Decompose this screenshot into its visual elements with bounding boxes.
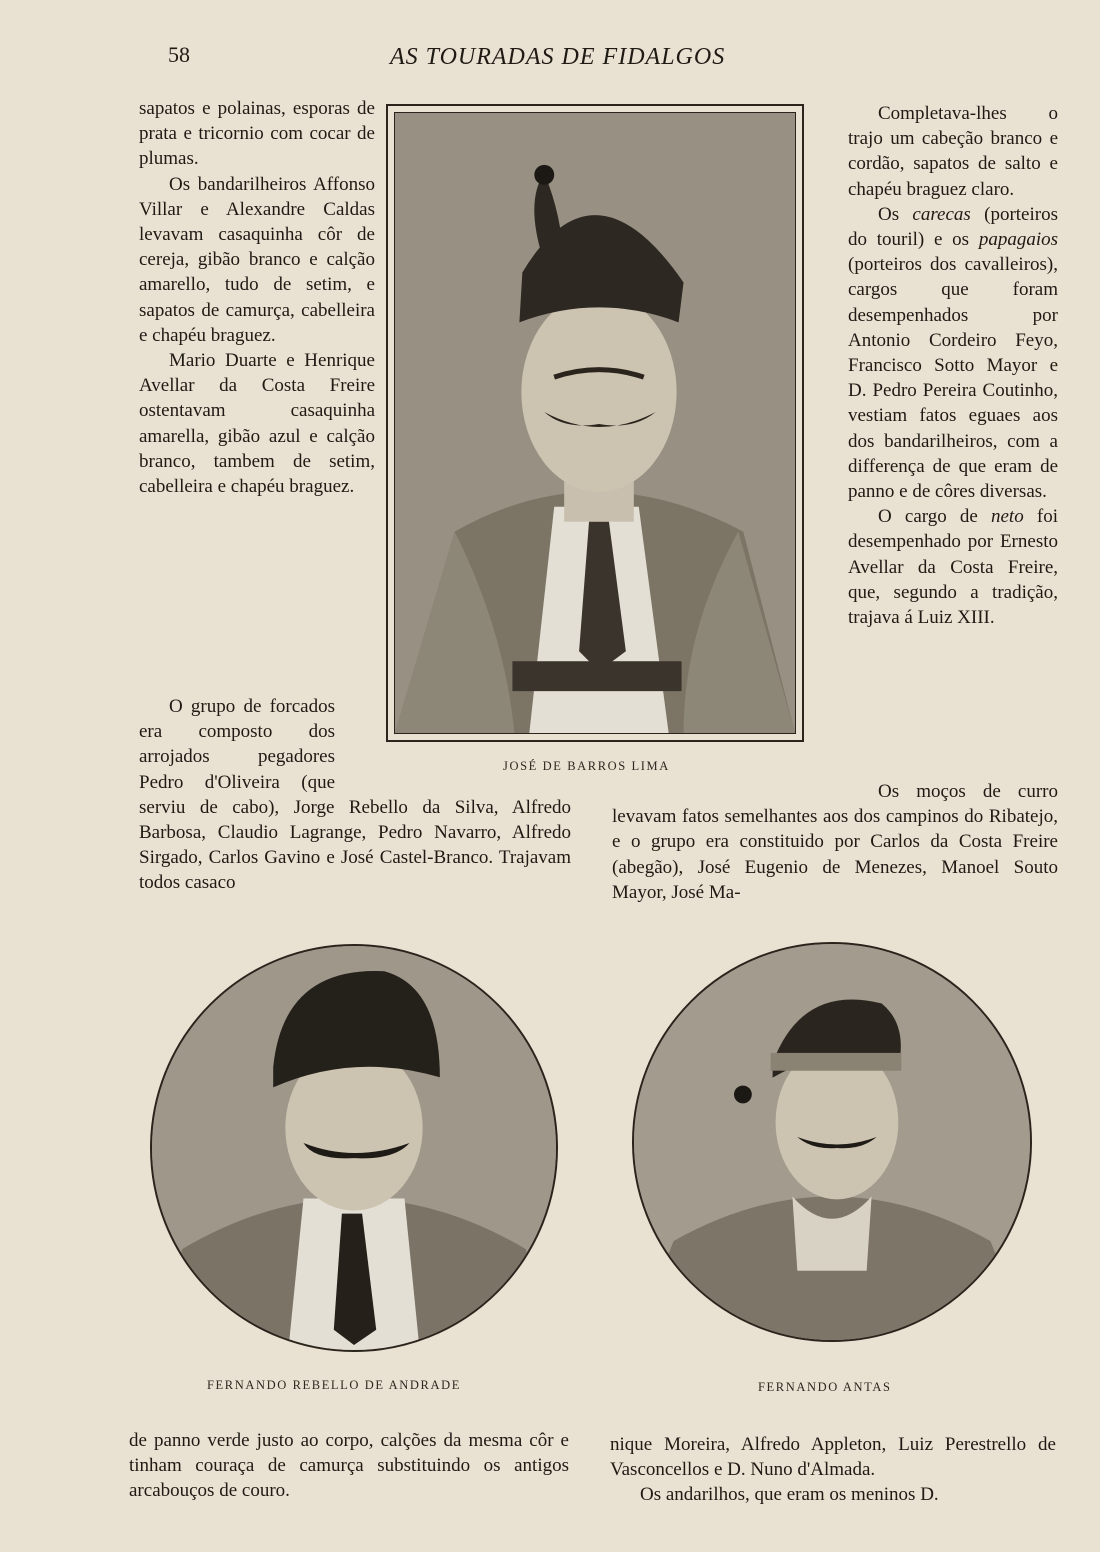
bottom-right-paragraph-1: nique Moreira, Alfredo Appleton, Luiz Perestrello de Vasconcellos e D. Nuno d'Almada. bbox=[610, 1434, 1056, 1481]
right-paragraph-3 bbox=[848, 504, 1058, 630]
text-wrap-spacer-right bbox=[612, 779, 848, 804]
left-paragraph-1: sapatos e polainas, esporas de prata e tricornio com cocar de plumas. bbox=[139, 98, 375, 170]
left-paragraph-2: Os bandarilheiros Affonso Villar e Alexandre Caldas levavam casaquinha côr de cereja, gibão branco e calção amarello, tudo de setim, e sapatos de camurça, cabelleira e chapéu braguez. bbox=[139, 173, 375, 346]
left-paragraph-4: O grupo de forcados era composto dos arrojados pegadores Pedro d'Oliveira (que serviu de cabo), Jorge Rebello da Silva, Alfredo Barbosa, Claudio Lagrange, Pedro Navarro, Alfredo Sirgado, Carlos Gavino e José Castel-Branco. Trajavam todos casaco bbox=[139, 696, 571, 894]
oval-portrait-left-illustration bbox=[152, 946, 556, 1350]
portrait-fernando-rebello-de-andrade bbox=[150, 944, 558, 1352]
caption-bottom-left: FERNANDO REBELLO DE ANDRADE bbox=[207, 1378, 461, 1392]
right-p2-emphasis-carecas: carecas bbox=[912, 203, 971, 225]
bottom-right-text bbox=[610, 1432, 1056, 1508]
right-p2-emphasis-papagaios: papagaios bbox=[978, 229, 1058, 251]
bottom-left-text bbox=[129, 1428, 569, 1504]
caption-bottom-right: FERNANDO ANTAS bbox=[758, 1380, 892, 1394]
right-column-text bbox=[848, 101, 1058, 630]
left-paragraph-3: Mario Duarte e Henrique Avellar da Costa Freire ostentavam casaquinha amarella, gibão azul e calção branco, tambem de setim, cabelleira e chapéu braguez. bbox=[139, 350, 375, 498]
portrait-illustration bbox=[395, 113, 795, 733]
portrait-photo-frame bbox=[386, 104, 804, 742]
left-column-text bbox=[139, 96, 375, 499]
bottom-right-paragraph-2: Os andarilhos, que eram os meninos D. bbox=[640, 1484, 939, 1506]
page-number: 58 bbox=[168, 42, 190, 67]
portrait-fernando-antas bbox=[632, 942, 1032, 1342]
right-p3-text-a: O cargo de bbox=[878, 506, 991, 528]
right-p3-emphasis-neto: neto bbox=[991, 506, 1024, 528]
right-p2-text-a: Os bbox=[878, 203, 913, 225]
right-p2-text-c: (porteiros dos cavalleiros), cargos que foram desempenhados por Antonio Cordeiro Feyo, Francisco Sotto Mayor e D. Pedro Pereira Coutinho, vestiam fatos eguaes aos dos bandarilheiros, com a differença de que eram de panno e de côres diversas. bbox=[848, 254, 1058, 503]
right-paragraph-1: Completava-lhes o trajo um cabeção branco e cordão, sapatos de salto e chapéu braguez claro. bbox=[848, 103, 1058, 200]
portrait-jose-de-barros-lima bbox=[394, 112, 796, 734]
running-title: AS TOURADAS DE FIDALGOS bbox=[390, 44, 726, 70]
oval-portrait-right-illustration bbox=[634, 944, 1030, 1340]
caption-top: JOSÉ DE BARROS LIMA bbox=[503, 759, 670, 773]
right-paragraph-2 bbox=[848, 202, 1058, 504]
right-paragraph-4: Os moços de curro levavam fatos semelhantes aos dos campinos do Ribatejo, e o grupo era constituido por Carlos da Costa Freire (abegão), José Eugenio de Menezes, Manoel Souto Mayor, José Ma- bbox=[612, 781, 1058, 903]
right-p2-text-b: (porteiros do touril) e os bbox=[848, 203, 1058, 251]
bottom-left-paragraph: de panno verde justo ao corpo, calções da mesma côr e tinham couraça de camurça substituindo os antigos arcabouços de couro. bbox=[129, 1430, 569, 1502]
right-p3-text-b: foi desempenhado por Ernesto Avellar da Costa Freire, que, segundo a tradição, trajava á Luiz XIII. bbox=[848, 506, 1058, 629]
curro-paragraph bbox=[612, 779, 1058, 905]
